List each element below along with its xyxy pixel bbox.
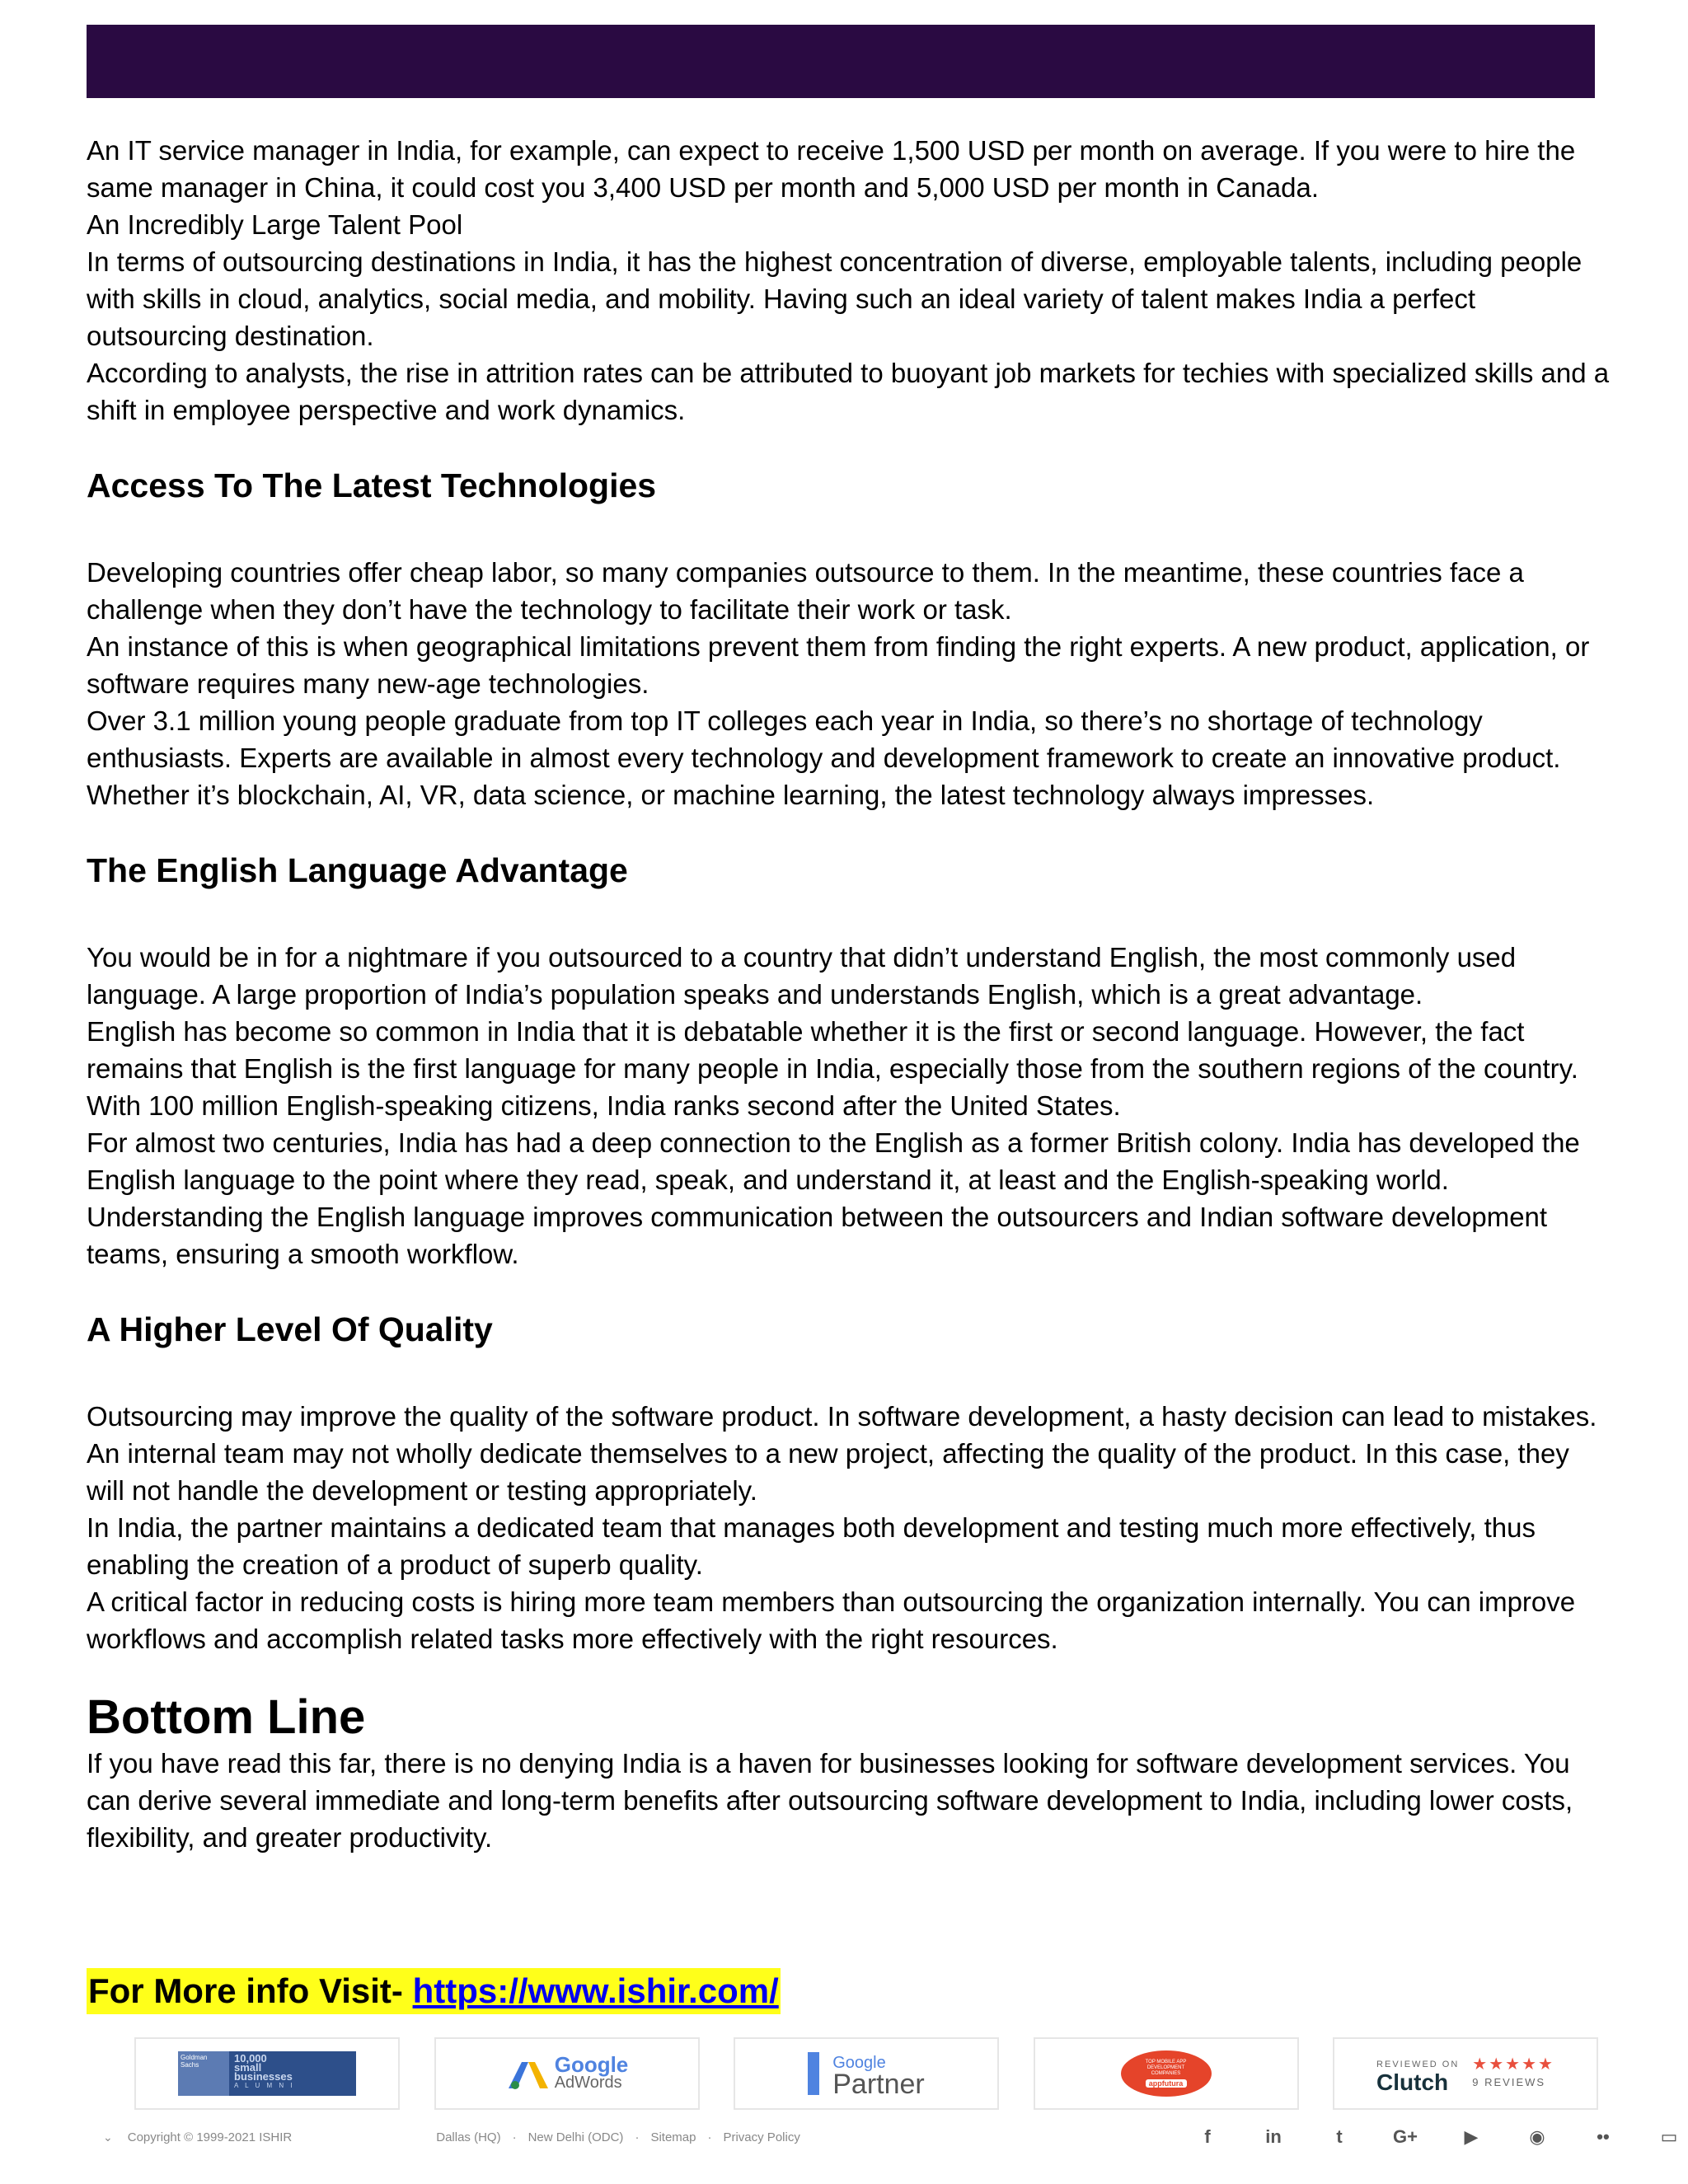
article-body <box>87 132 1611 1856</box>
flickr-icon[interactable]: •• <box>1597 2126 1610 2147</box>
partner-logos <box>134 2037 1598 2111</box>
goldman-line4: A L U M N I <box>234 2082 295 2089</box>
clutch-reviews-text: 9 REVIEWS <box>1472 2076 1546 2088</box>
clutch-logo <box>1333 2037 1598 2110</box>
clutch-reviewed-text: REVIEWED ON <box>1376 2060 1460 2069</box>
footer-link-new-delhi[interactable]: New Delhi (ODC) <box>528 2130 624 2144</box>
slideshare-icon[interactable]: ▭ <box>1660 2126 1678 2147</box>
appfutura-text: TOP MOBILE APP DEVELOPMENT COMPANIES <box>1145 2060 1187 2076</box>
section-paragraph: English has become so common in India that it is debatable whether it is the first or second language. However, the fact remains that English is the first language for many people in India, especially those from the southern regions of the country. With 100 million English-speaking citizens, India ranks second after the United States. <box>87 1016 1578 1121</box>
google-partner-logo <box>734 2037 999 2110</box>
visit-banner <box>87 1968 781 2014</box>
footer-link-dallas[interactable]: Dallas (HQ) <box>436 2130 501 2144</box>
bottom-line-paragraph: If you have read this far, there is no denying India is a haven for businesses looking for software development services. You can derive several immediate and long-term benefits after outsourcing software development to India, including lower costs, flexibility, and greater productivity. <box>87 1748 1573 1853</box>
footer: ⌄ Copyright © 1999-2021 ISHIR Dallas (HQ) · New Delhi (ODC) · Sitemap · Privacy Policy f in t G+ ▶ ◉ •• ▭ <box>87 2122 1611 2152</box>
bottom-line-heading: Bottom Line <box>87 1690 366 1744</box>
header-bar <box>87 25 1595 98</box>
twitter-icon[interactable]: t <box>1336 2126 1343 2147</box>
clutch-stars: ★★★★★ <box>1472 2055 1554 2074</box>
copyright-text: Copyright © 1999-2021 ISHIR <box>127 2130 293 2144</box>
rss-icon[interactable]: ◉ <box>1529 2126 1545 2147</box>
goldman-line3: businesses <box>234 2070 293 2083</box>
section-paragraph: Developing countries offer cheap labor, so many companies outsource to them. In the meantime, these countries face a challenge when they don’t have the technology to facilitate their work or task. <box>87 557 1524 625</box>
section-paragraph: Whether it’s blockchain, AI, VR, data science, or machine learning, the latest technology always impresses. <box>87 780 1375 810</box>
intro-paragraph: An IT service manager in India, for example, can expect to receive 1,500 USD per month on average. If you were to hire the same manager in China, it could cost you 3,400 USD per month and 5,000 USD per month in Canada. <box>87 135 1576 203</box>
goldman-line1: 10,000 <box>234 2052 267 2064</box>
visit-label: For More info Visit- <box>88 1971 413 2010</box>
intro-paragraph: In terms of outsourcing destinations in India, it has the highest concentration of diverse, employable talents, including people with skills in cloud, analytics, social media, and mobility. Having such an ideal variety of talent makes India a perfect outsourcing destination. <box>87 246 1582 351</box>
google-plus-icon[interactable]: G+ <box>1393 2126 1418 2147</box>
partner-google-text: Google <box>832 2054 886 2072</box>
section-heading: The English Language Advantage <box>87 851 628 889</box>
section-paragraph: You would be in for a nightmare if you outsourced to a country that didn’t understand English, the most commonly used language. A large proportion of India’s population speaks and understands English, which is a great advantage. <box>87 942 1517 1010</box>
goldman-sachs-logo <box>134 2037 400 2110</box>
goldman-line2: small <box>234 2061 262 2074</box>
intro-paragraph: An Incredibly Large Talent Pool <box>87 209 463 240</box>
section-paragraph: In India, the partner maintains a dedicated team that manages both development and testing much more effectively, thus enabling the creation of a product of superb quality. <box>87 1512 1536 1580</box>
social-links <box>1175 2122 1688 2152</box>
chevron-down-icon[interactable]: ⌄ <box>103 2130 113 2144</box>
section-paragraph: A critical factor in reducing costs is hiring more team members than outsourcing the organization internally. You can improve workflows and accomplish related tasks more effectively with the right resources. <box>87 1586 1576 1654</box>
clutch-brand: Clutch <box>1376 2069 1449 2095</box>
section-heading: Access To The Latest Technologies <box>87 466 657 504</box>
appfutura-brand: appfutura <box>1146 2079 1187 2088</box>
intro-paragraph: According to analysts, the rise in attrition rates can be attributed to buoyant job markets for techies with specialized skills and a shift in employee perspective and work dynamics. <box>87 358 1610 425</box>
adwords-product-text: AdWords <box>554 2074 622 2092</box>
goldman-sachs-badge <box>178 2051 356 2096</box>
section-paragraph: Understanding the English language improves communication between the outsourcers and Indian software development teams, ensuring a smooth workflow. <box>87 1202 1548 1269</box>
youtube-icon[interactable]: ▶ <box>1464 2126 1479 2147</box>
footer-link-privacy-policy[interactable]: Privacy Policy <box>723 2130 800 2144</box>
goldman-brand: Goldman Sachs <box>178 2051 229 2096</box>
visit-link[interactable]: https://www.ishir.com/ <box>412 1971 779 2010</box>
section-heading: A Higher Level Of Quality <box>87 1310 493 1348</box>
google-adwords-logo <box>434 2037 700 2110</box>
appfutura-badge <box>1034 2037 1299 2110</box>
footer-link-sitemap[interactable]: Sitemap <box>650 2130 696 2144</box>
section-paragraph: Outsourcing may improve the quality of the software product. In software development, a hasty decision can lead to mistakes. An internal team may not wholly dedicate themselves to a new project, affecting the quality of the product. In this case, they will not handle the development or testing appropriately. <box>87 1401 1597 1506</box>
appfutura-seal <box>1121 2050 1212 2097</box>
linkedin-icon[interactable]: in <box>1265 2126 1282 2147</box>
section-paragraph: Over 3.1 million young people graduate from top IT colleges each year in India, so there’s no shortage of technology enthusiasts. Experts are available in almost every technology and development framework to create an innovative product. <box>87 705 1561 773</box>
partner-product-text: Partner <box>832 2069 925 2100</box>
adwords-google-text: Google <box>554 2052 629 2077</box>
section-paragraph: An instance of this is when geographical limitations prevent them from finding the right experts. A new product, application, or software requires many new-age technologies. <box>87 631 1590 699</box>
section-paragraph: For almost two centuries, India has had a deep connection to the English as a former British colony. India has developed the English language to the point where they read, speak, and understand it, at least and the English-speaking world. <box>87 1127 1580 1195</box>
facebook-icon[interactable]: f <box>1204 2126 1211 2147</box>
adwords-icon <box>505 2057 551 2090</box>
